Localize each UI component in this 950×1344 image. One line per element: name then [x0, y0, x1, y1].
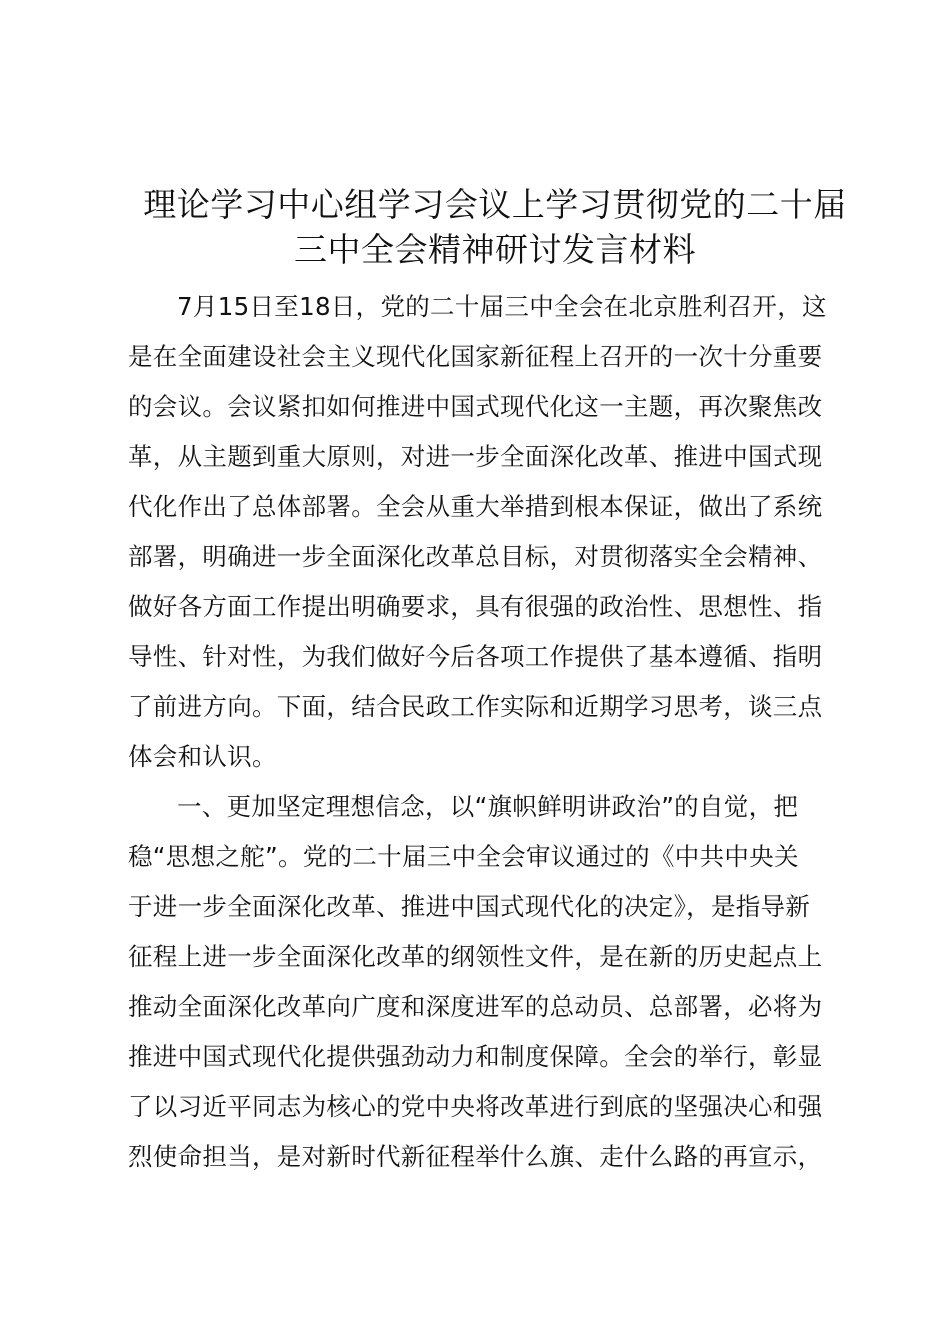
paragraph-line: 稳“思想之舵”。党的二十届三中全会审议通过的《中共中央关	[128, 842, 799, 871]
paragraph-line: 推进中国式现代化提供强劲动力和制度保障。全会的举行，彰显	[128, 1042, 823, 1071]
paragraph-line: 体会和认识。	[128, 742, 277, 771]
paragraph-line: 了以习近平同志为核心的党中央将改革进行到底的坚强决心和强	[128, 1092, 823, 1121]
paragraph-line: 了前进方向。下面，结合民政工作实际和近期学习思考，谈三点	[128, 692, 823, 721]
paragraph-line: 一、更加坚定理想信念，以“旗帜鲜明讲政治”的自觉，把	[177, 792, 799, 821]
paragraph-line: 征程上进一步全面深化改革的纲领性文件，是在新的历史起点上	[128, 942, 823, 971]
paragraph-line: 烈使命担当，是对新时代新征程举什么旗、走什么路的再宣示，	[128, 1142, 823, 1171]
paragraph-line: 革，从主题到重大原则，对进一步全面深化改革、推进中国式现	[128, 442, 823, 471]
paragraph-2	[128, 782, 844, 1182]
paragraph-line: 于进一步全面深化改革、推进中国式现代化的决定》，是指导新	[128, 892, 811, 921]
paragraph-1	[128, 282, 844, 782]
paragraph-line: 做好各方面工作提出明确要求，具有很强的政治性、思想性、指	[128, 592, 823, 621]
paragraph-line: 7月15日至18日，党的二十届三中全会在北京胜利召开，这	[177, 292, 827, 321]
paragraph-line: 代化作出了总体部署。全会从重大举措到根本保证，做出了系统	[128, 492, 823, 521]
paragraph-line: 的会议。会议紧扣如何推进中国式现代化这一主题，再次聚焦改	[128, 392, 823, 421]
paragraph-line: 推动全面深化改革向广度和深度进军的总动员、总部署，必将为	[128, 992, 823, 1021]
title-line-2: 三中全会精神研讨发言材料	[294, 230, 696, 269]
title-line-1: 理论学习中心组学习会议上学习贯彻党的二十届	[143, 185, 847, 224]
document-title	[100, 182, 890, 272]
paragraph-line: 部署，明确进一步全面深化改革总目标，对贯彻落实全会精神、	[128, 542, 823, 571]
paragraph-line: 导性、针对性，为我们做好今后各项工作提供了基本遵循、指明	[128, 642, 823, 671]
paragraph-line: 是在全面建设社会主义现代化国家新征程上召开的一次十分重要	[128, 342, 823, 371]
